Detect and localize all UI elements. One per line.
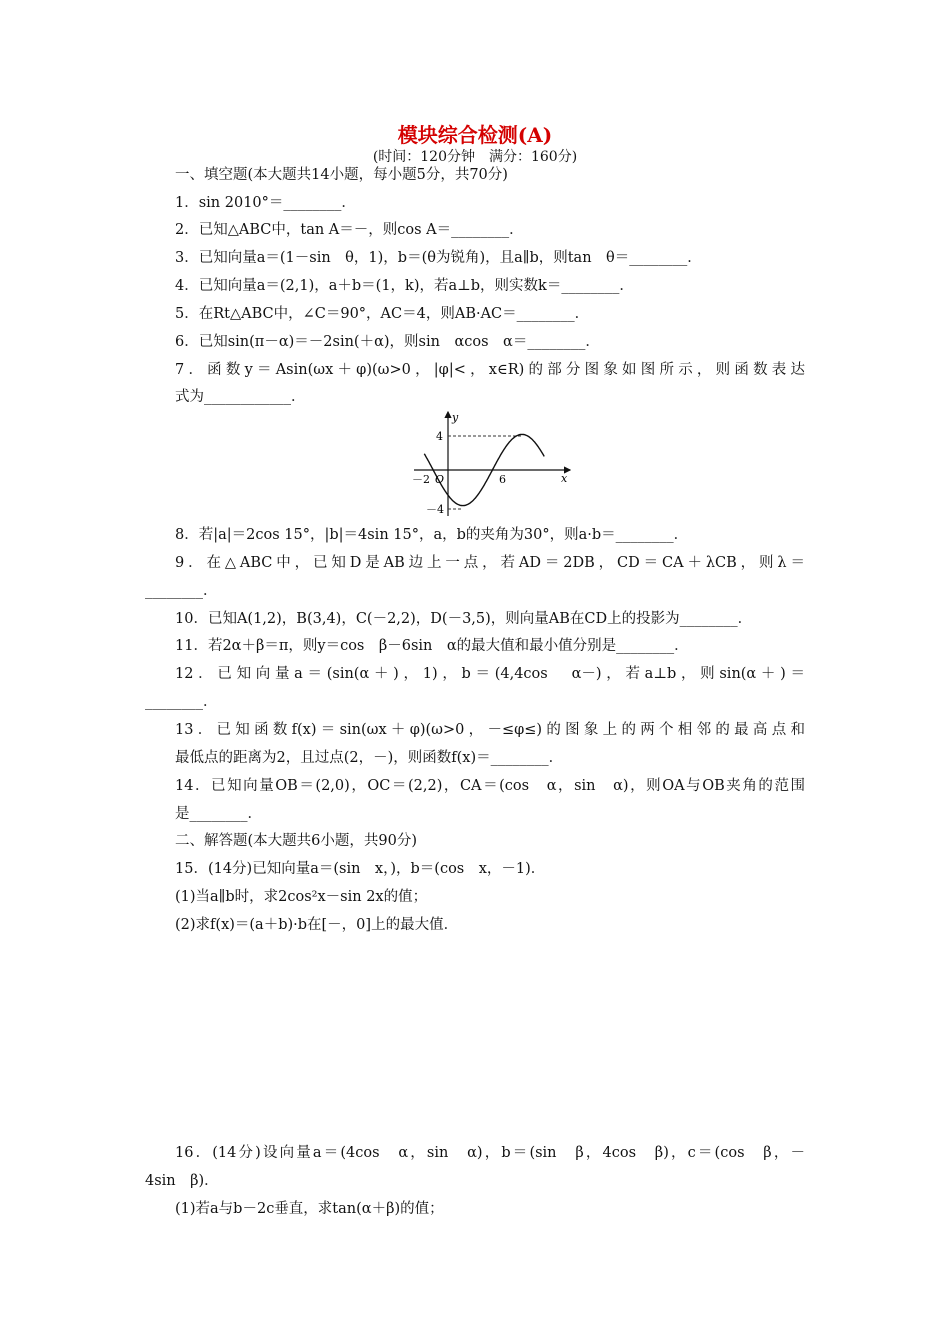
problem-7: 7．函数y＝Asin(ωx＋φ)(ω>0，|φ|<，x∈R)的部分图象如图所示，则函数表达 xyxy=(175,362,805,378)
problem-12-cont: ________． xyxy=(145,694,218,710)
section-1-heading: 一、填空题(本大题共14小题，每小题5分，共70分) xyxy=(175,167,508,183)
section-2-heading: 二、解答题(本大题共6小题，共90分) xyxy=(175,833,417,849)
problem-11: 11．若2α＋β＝π，则y＝cos β－6sin α的最大值和最小值分别是________． xyxy=(175,638,689,654)
problem-5: 5．在Rt△ABC中，∠C＝90°，AC＝4，则AB·AC＝________． xyxy=(175,306,590,322)
problem-14: 14．已知向量OB＝(2,0)，OC＝(2,2)，CA＝(cos α，sin α)，则OA与OB夹角的范围 xyxy=(175,778,805,794)
tick-label-4: 4 xyxy=(436,430,443,443)
sine-graph-figure xyxy=(408,408,578,520)
problem-8: 8．若|a|＝2cos 15°，|b|＝4sin 15°，a，b的夹角为30°，则a·b＝________． xyxy=(175,527,689,543)
problem-13-cont: 最低点的距离为2，且过点(2，－)，则函数f(x)＝________． xyxy=(175,750,564,766)
tick-label-neg2: －2 xyxy=(412,473,430,486)
problem-10: 10．已知A(1,2)，B(3,4)，C(－2,2)，D(－3,5)，则向量AB在CD上的投影为________． xyxy=(175,611,753,627)
problem-6: 6．已知sin(π－α)＝－2sin(＋α)，则sin αcos α＝________． xyxy=(175,334,600,350)
page-title: 模块综合检测(A) xyxy=(397,123,553,147)
page-subtitle: (时间：120分钟 满分：160分) xyxy=(372,149,578,165)
problem-2: 2．已知△ABC中，tan A＝－，则cos A＝________． xyxy=(175,222,524,238)
problem-4: 4．已知向量a＝(2,1)，a＋b＝(1，k)，若a⊥b，则实数k＝________． xyxy=(175,278,634,294)
problem-9: 9．在△ABC中，已知D是AB边上一点，若AD＝2DB，CD＝CA＋λCB，则λ＝ xyxy=(175,555,805,571)
tick-label-neg4: －4 xyxy=(426,503,444,516)
x-axis-label: x xyxy=(561,472,568,485)
origin-label: O xyxy=(435,473,445,486)
problem-16: 16．(14分)设向量a＝(4cos α，sin α)，b＝(sin β，4cos β)，c＝(cos β，－ xyxy=(175,1145,805,1161)
problem-9-cont: ________． xyxy=(145,583,218,599)
problem-15-part-1: (1)当a∥b时，求2cos²x－sin 2x的值； xyxy=(175,889,428,905)
y-axis-label: y xyxy=(452,411,459,424)
problem-14-cont: 是________． xyxy=(175,806,262,822)
problem-13: 13．已知函数f(x)＝sin(ωx＋φ)(ω>0，－≤φ≤)的图象上的两个相邻的最高点和 xyxy=(175,722,805,738)
problem-3: 3．已知向量a＝(1－sin θ，1)，b＝(θ为锐角)，且a∥b，则tan θ＝________． xyxy=(175,250,702,266)
problem-16-cont: 4sin β)． xyxy=(145,1173,219,1189)
problem-12: 12．已知向量a＝(sin(α＋)，1)，b＝(4,4cos α－)，若a⊥b，则sin(α＋)＝ xyxy=(175,666,805,682)
problem-15-part-2: (2)求f(x)＝(a＋b)·b在[－，0]上的最大值． xyxy=(175,917,459,933)
problem-1: 1．sin 2010°＝________． xyxy=(175,195,356,211)
tick-label-6: 6 xyxy=(499,473,506,486)
problem-16-part-1: (1)若a与b－2c垂直，求tan(α＋β)的值； xyxy=(175,1201,444,1217)
problem-7-cont: 式为____________． xyxy=(175,389,306,405)
problem-15: 15．(14分)已知向量a＝(sin x，)，b＝(cos x，－1)． xyxy=(175,861,546,877)
